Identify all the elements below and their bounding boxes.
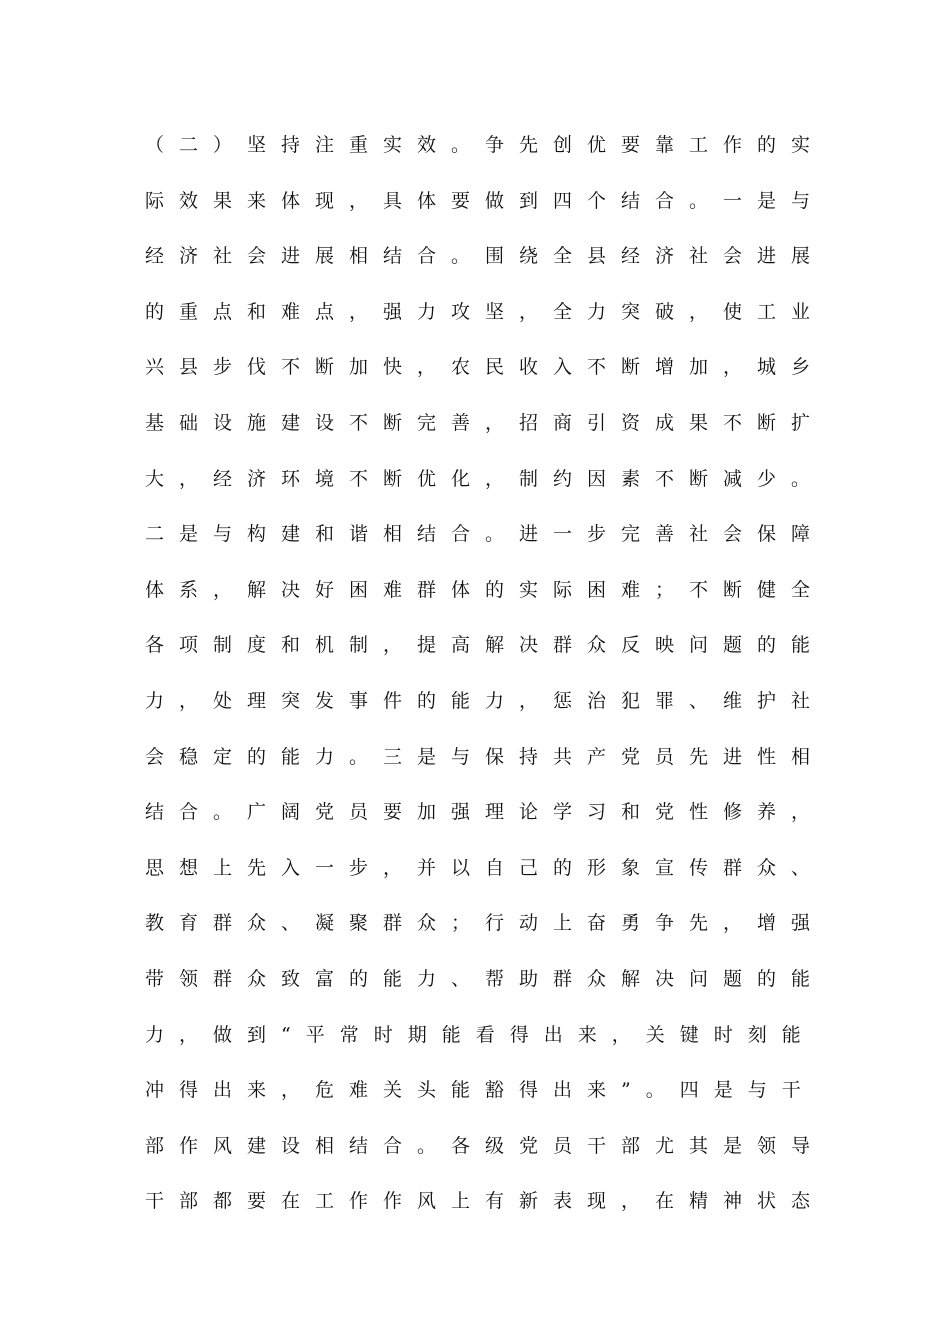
text-line: 思想上先入一步，并以自己的形象宣传群众、 [145, 856, 826, 879]
text-line: 冲得出来，危难关头能豁得出来”。四是与干 [145, 1079, 816, 1102]
text-line: 结合。广阔党员要加强理论学习和党性修养， [145, 801, 826, 824]
text-line: 教育群众、凝聚群众；行动上奋勇争先，增强 [145, 912, 826, 935]
body-paragraph [145, 126, 826, 1238]
text-line: 带领群众致富的能力、帮助群众解决问题的能 [145, 967, 826, 990]
text-line: 干部都要在工作作风上有新表现，在精神状态 [145, 1190, 826, 1213]
text-line: 力，做到“平常时期能看得出来，关键时刻能 [145, 1023, 816, 1046]
text-line: 体系，解决好困难群体的实际困难；不断健全 [145, 578, 826, 601]
text-line: 会稳定的能力。三是与保持共产党员先进性相 [145, 745, 826, 768]
text-line: 二是与构建和谐相结合。进一步完善社会保障 [145, 523, 826, 546]
text-line: 力，处理突发事件的能力，惩治犯罪、维护社 [145, 689, 826, 712]
text-line: 各项制度和机制，提高解决群众反映问题的能 [145, 634, 826, 657]
text-line: 际效果来体现，具体要做到四个结合。一是与 [145, 189, 826, 212]
text-line: 经济社会进展相结合。围绕全县经济社会进展 [145, 245, 826, 268]
text-line: 兴县步伐不断加快，农民收入不断增加，城乡 [145, 356, 826, 379]
text-line: （二）坚持注重实效。争先创优要靠工作的实 [145, 134, 826, 156]
text-line: 大，经济环境不断优化，制约因素不断减少。 [145, 467, 826, 490]
text-line: 的重点和难点，强力攻坚，全力突破，使工业 [145, 300, 826, 323]
text-line: 部作风建设相结合。各级党员干部尤其是领导 [145, 1134, 826, 1157]
text-line: 基础设施建设不断完善，招商引资成果不断扩 [145, 411, 826, 434]
